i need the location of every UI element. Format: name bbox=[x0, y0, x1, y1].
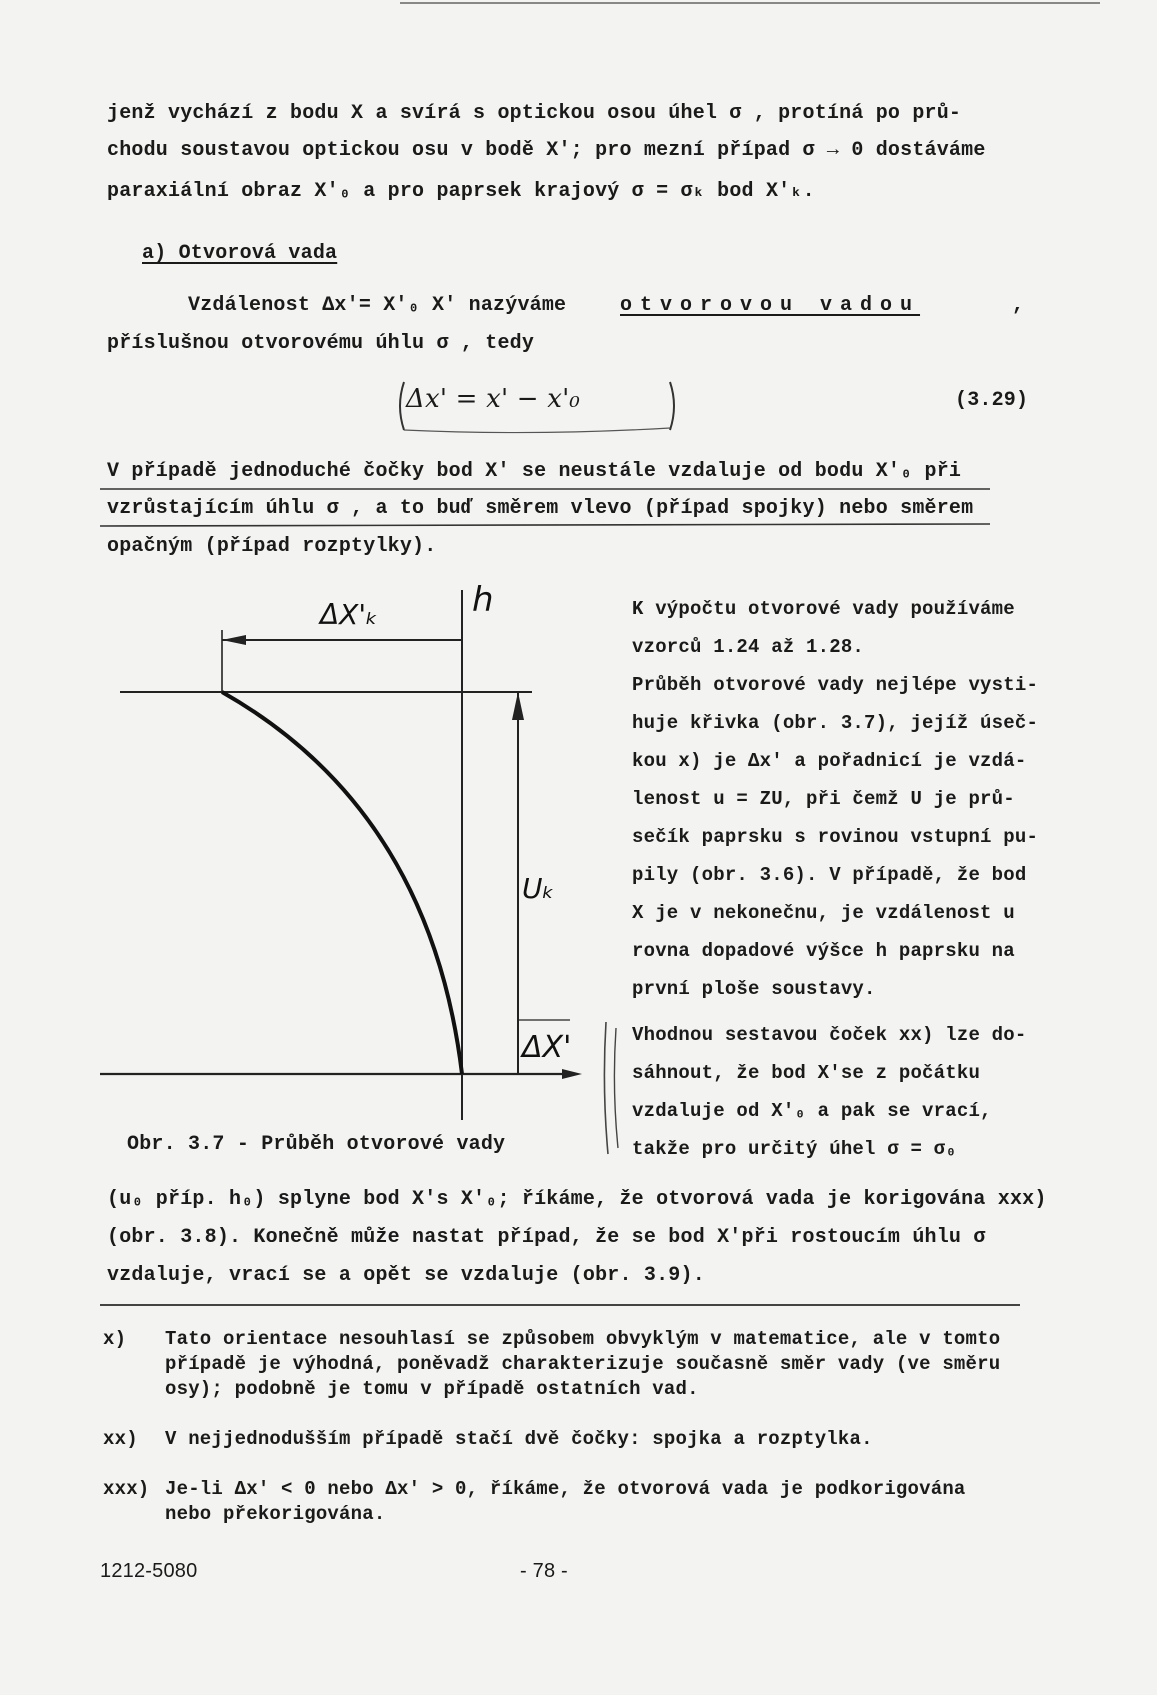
side-line4: huje křivka (obr. 3.7), jejíž úseč- bbox=[632, 712, 1039, 734]
side-line12: Vhodnou sestavou čoček xx) lze do- bbox=[632, 1024, 1027, 1046]
definition-term: otvorovou vadou bbox=[620, 294, 921, 317]
footer-code: 1212-5080 bbox=[100, 1560, 198, 1582]
side-line9: X je v nekonečnu, je vzdálenost u bbox=[632, 902, 1015, 924]
label-dx: ΔX' bbox=[522, 1030, 572, 1065]
paragraph3-line1: (u₀ příp. h₀) splyne bod X's X'₀; říkáme, že otvorová vada je korigována xxx) bbox=[107, 1188, 1047, 1211]
side-line7: sečík paprsku s rovinou vstupní pu- bbox=[632, 826, 1039, 848]
side-line8: pily (obr. 3.6). V případě, že bod bbox=[632, 864, 1027, 886]
side-line6: lenost u = ZU, při čemž U je prů- bbox=[632, 788, 1015, 810]
top-rule bbox=[400, 2, 1100, 4]
paragraph1-line2: chodu soustavou optickou osu v bodě X'; pro mezní případ σ → 0 dostáváme bbox=[107, 139, 986, 162]
side-line1: K výpočtu otvorové vady používáme bbox=[632, 598, 1015, 620]
dxk-arrowhead bbox=[222, 635, 246, 645]
x-axis-arrowhead bbox=[562, 1069, 582, 1079]
page-number: - 78 - bbox=[520, 1560, 568, 1582]
footnote1-mark: x) bbox=[103, 1328, 127, 1350]
footnote1-line2: případě je výhodná, poněvadž charakterizuje současně směr vady (ve směru bbox=[165, 1353, 1001, 1375]
footnote3-line1: Je-li Δx' < 0 nebo Δx' > 0, říkáme, že otvorová vada je podkorigována bbox=[165, 1478, 966, 1500]
footnote2-line1: V nejjednodušším případě stačí dvě čočky: spojka a rozptylka. bbox=[165, 1428, 873, 1450]
footnote1-line1: Tato orientace nesouhlasí se způsobem obvyklým v matematice, ale v tomto bbox=[165, 1328, 1001, 1350]
side-line14: vzdaluje od X'₀ a pak se vrací, bbox=[632, 1100, 992, 1122]
side-line10: rovna dopadové výšce h paprsku na bbox=[632, 940, 1015, 962]
footnote3-line2: nebo překorigována. bbox=[165, 1503, 386, 1525]
footnote1-line3: osy); podobně je tomu v případě ostatních vad. bbox=[165, 1378, 699, 1400]
margin-marks bbox=[598, 1018, 628, 1158]
side-line13: sáhnout, že bod X'se z počátku bbox=[632, 1062, 981, 1084]
definition-comma: , bbox=[1012, 294, 1025, 317]
side-line2: vzorců 1.24 až 1.28. bbox=[632, 636, 865, 658]
equation-formula: Δx' = x' − x'₀ bbox=[406, 384, 581, 414]
side-line15: takže pro určitý úhel σ = σ₀ bbox=[632, 1138, 957, 1160]
side-line5: kou x) je Δx' a pořadnicí je vzdá- bbox=[632, 750, 1027, 772]
equation-number: (3.29) bbox=[955, 389, 1029, 412]
side-line11: první ploše soustavy. bbox=[632, 978, 876, 1000]
figure-caption: Obr. 3.7 - Průběh otvorové vady bbox=[127, 1133, 506, 1156]
label-uk: Uₖ bbox=[522, 872, 555, 905]
paragraph2-underlines bbox=[100, 484, 1000, 530]
side-line3: Průběh otvorové vady nejlépe vysti- bbox=[632, 674, 1039, 696]
uk-arrowhead bbox=[512, 692, 524, 720]
paragraph2-line2: vzrůstajícím úhlu σ , a to buď směrem vlevo (případ spojky) nebo směrem bbox=[107, 497, 974, 520]
footnote-divider bbox=[100, 1304, 1020, 1306]
paragraph2-line1: V případě jednoduché čočky bod X' se neustále vzdaluje od bodu X'₀ při bbox=[107, 460, 962, 483]
footnote3-mark: xxx) bbox=[103, 1478, 150, 1500]
paragraph2-line3: opačným (případ rozptylky). bbox=[107, 535, 437, 558]
equation-brackets bbox=[394, 378, 679, 436]
paragraph3-line3: vzdaluje, vrací se a opět se vzdaluje (obr. 3.9). bbox=[107, 1264, 705, 1287]
footnote2-mark: xx) bbox=[103, 1428, 138, 1450]
paragraph1-line1: jenž vychází z bodu X a svírá s optickou osou úhel σ , protíná po prů- bbox=[107, 102, 962, 125]
definition-line1: Vzdálenost Δx'= X'₀ X' nazýváme bbox=[188, 294, 567, 317]
label-dxk: ΔX'ₖ bbox=[320, 598, 378, 631]
definition-line2: příslušnou otvorovému úhlu σ , tedy bbox=[107, 332, 535, 355]
section-heading: a) Otvorová vada bbox=[142, 242, 338, 265]
label-h: h bbox=[472, 580, 494, 620]
paragraph1-line3: paraxiální obraz X'₀ a pro paprsek krajový σ = σₖ bod X'ₖ. bbox=[107, 180, 815, 203]
aberration-curve bbox=[222, 692, 462, 1074]
paragraph3-line2: (obr. 3.8). Konečně může nastat případ, že se bod X'při rostoucím úhlu σ bbox=[107, 1226, 986, 1249]
